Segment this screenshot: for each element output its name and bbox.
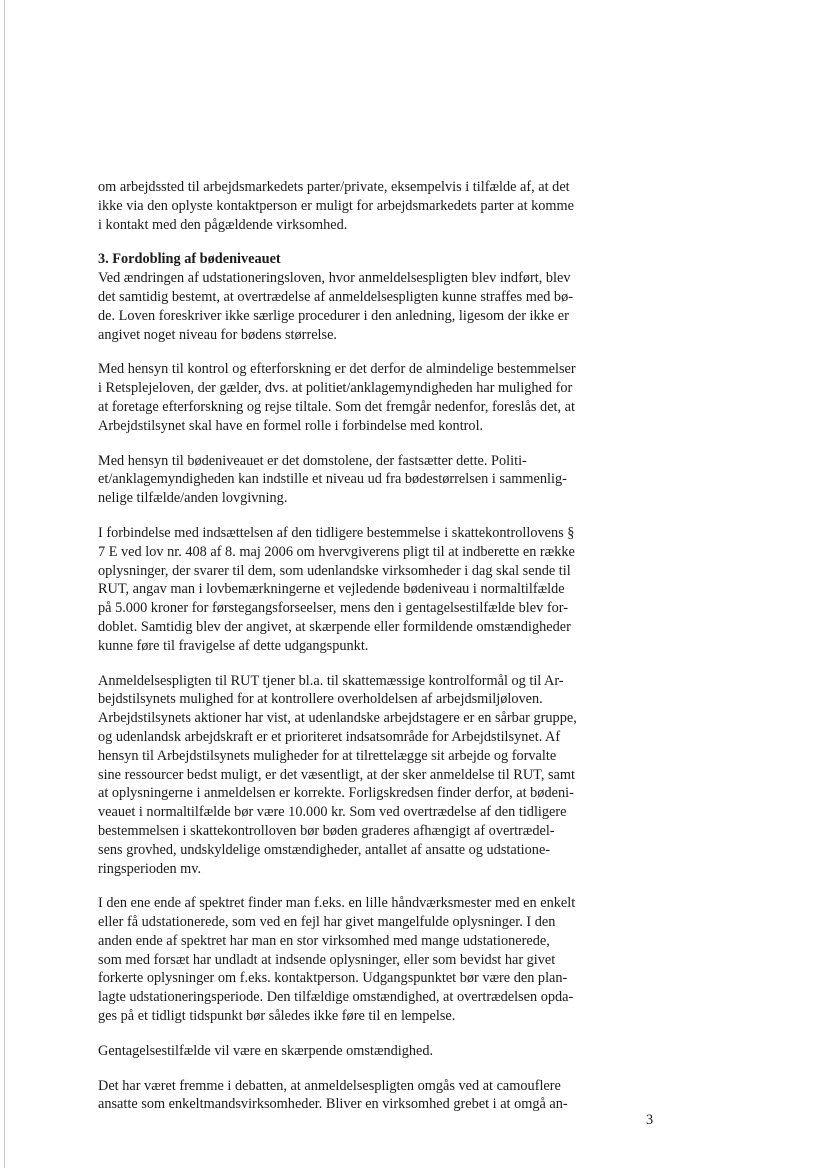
text-line: Med hensyn til kontrol og efterforskning er det derfor de almindelige bestemmelser <box>98 361 576 378</box>
text-line: sine ressourcer bedst muligt, er det væsentligt, at der sker anmeldelse til RUT, samt <box>98 766 575 783</box>
text-line: I forbindelse med indsættelsen af den tidligere bestemmelse i skattekontrollovens § <box>98 524 575 541</box>
text-line: Med hensyn til bødeniveauet er det domstolene, der fastsætter dette. Politi- <box>98 452 527 469</box>
text-line: 7 E ved lov nr. 408 af 8. maj 2006 om hvervgiverens pligt til at indberette en række <box>98 543 575 560</box>
text-line: RUT, angav man i lovbemærkningerne et vejledende bødeniveau i normaltilfælde <box>98 581 565 598</box>
text-line: ringsperioden mv. <box>98 860 202 877</box>
text-line: Gentagelsestilfælde vil være en skærpende omstændighed. <box>98 1042 434 1059</box>
text-line: de. Loven foreskriver ikke særlige procedurer i den anledning, ligesom der ikke er <box>98 307 569 324</box>
paragraph <box>98 1042 618 1061</box>
text-line: veauet i normaltilfælde bør være 10.000 kr. Som ved overtrædelse af den tidligere <box>98 804 567 821</box>
document-body <box>98 178 618 1130</box>
text-line: i kontakt med den pågældende virksomhed. <box>98 216 348 233</box>
text-line: ansatte som enkeltmandsvirksomheder. Bliver en virksomhed grebet i at omgå an- <box>98 1096 568 1113</box>
text-line: at oplysningerne i anmeldelsen er korrekte. Forligskredsen finder derfor, at bødeni- <box>98 785 574 802</box>
paragraph <box>98 524 618 656</box>
text-line: lagte udstationeringsperiode. Den tilfældige omstændighed, at overtrædelsen opda- <box>98 989 574 1006</box>
paragraph <box>98 894 618 1026</box>
scan-edge-line <box>4 0 5 1168</box>
text-line: Det har været fremme i debatten, at anmeldelsespligten omgås ved at camouflere <box>98 1077 561 1094</box>
text-line: sens grovhed, undskyldelige omstændigheder, antallet af ansatte og udstatione- <box>98 841 551 858</box>
paragraph <box>98 452 618 508</box>
text-line: det samtidig bestemt, at overtrædelse af anmeldelsespligten kunne straffes med bø- <box>98 288 573 305</box>
text-line: et/anklagemyndigheden kan indstille et niveau ud fra bødestørrelsen i sammenlig- <box>98 471 567 488</box>
section-paragraph <box>98 250 618 344</box>
text-line: angivet noget niveau for bødens størrelse. <box>98 326 338 343</box>
text-line: i Retsplejeloven, der gælder, dvs. at politiet/anklagemyndigheden har mulighed for <box>98 380 573 397</box>
page-number: 3 <box>646 1112 654 1128</box>
text-line: nelige tilfælde/anden lovgivning. <box>98 490 288 507</box>
paragraph <box>98 1077 618 1115</box>
text-line: på 5.000 kroner for førstegangsforseelser, mens den i gentagelsestilfælde blev for- <box>98 600 568 617</box>
text-line: om arbejdssted til arbejdsmarkedets parter/private, eksempelvis i tilfælde af, at det <box>98 179 570 195</box>
text-line: og udenlandsk arbejdskraft er et prioriteret indsatsområde for Arbejdstilsynet. Af <box>98 728 561 745</box>
text-line: ikke via den oplyste kontaktperson er muligt for arbejdsmarkedets parter at komme <box>98 197 575 214</box>
text-line: bestemmelsen i skattekontrolloven bør bøden graderes afhængigt af overtrædel- <box>98 822 555 839</box>
paragraph <box>98 178 618 234</box>
paragraph <box>98 672 618 879</box>
text-line: kunne føre til fravigelse af dette udgangspunkt. <box>98 637 369 654</box>
text-line: forkerte oplysninger om f.eks. kontaktperson. Udgangspunktet bør være den plan- <box>98 970 568 987</box>
text-line: I den ene ende af spektret finder man f.eks. en lille håndværksmester med en enkelt <box>98 895 576 912</box>
text-line: at foretage efterforskning og rejse tiltale. Som det fremgår nedenfor, foreslås det, at <box>98 398 575 415</box>
section-heading: 3. Fordobling af bødeniveauet <box>98 251 281 268</box>
text-line: oplysninger, der svarer til dem, som udenlandske virksomheder i dag skal sende til <box>98 562 571 579</box>
text-line: Anmeldelsespligten til RUT tjener bl.a. til skattemæssige kontrolformål og til Ar- <box>98 672 564 689</box>
text-line: eller få udstationerede, som ved en fejl har givet mangelfulde oplysninger. I den <box>98 914 556 931</box>
text-line: Arbejdstilsynets aktioner har vist, at udenlandske arbejdstagere er en sårbar gruppe, <box>98 710 577 727</box>
text-line: Ved ændringen af udstationeringsloven, hvor anmeldelsespligten blev indført, blev <box>98 270 571 287</box>
text-line: Arbejdstilsynet skal have en formel rolle i forbindelse med kontrol. <box>98 417 484 434</box>
text-line: doblet. Samtidig blev der angivet, at skærpende eller formildende omstændigheder <box>98 618 571 635</box>
text-line: hensyn til Arbejdstilsynets muligheder for at tilrettelægge sit arbejde og forvalte <box>98 747 557 764</box>
text-line: som med forsæt har undladt at indsende oplysninger, eller som bevidst har givet <box>98 951 556 968</box>
text-line: bejdstilsynets mulighed for at kontrollere overholdelsen af arbejdsmiljøloven. <box>98 691 543 708</box>
text-line: anden ende af spektret har man en stor virksomhed med mange udstationerede, <box>98 932 550 949</box>
paragraph <box>98 360 618 435</box>
text-line: ges på et tidligt tidspunkt bør således ikke føre til en lempelse. <box>98 1008 456 1025</box>
